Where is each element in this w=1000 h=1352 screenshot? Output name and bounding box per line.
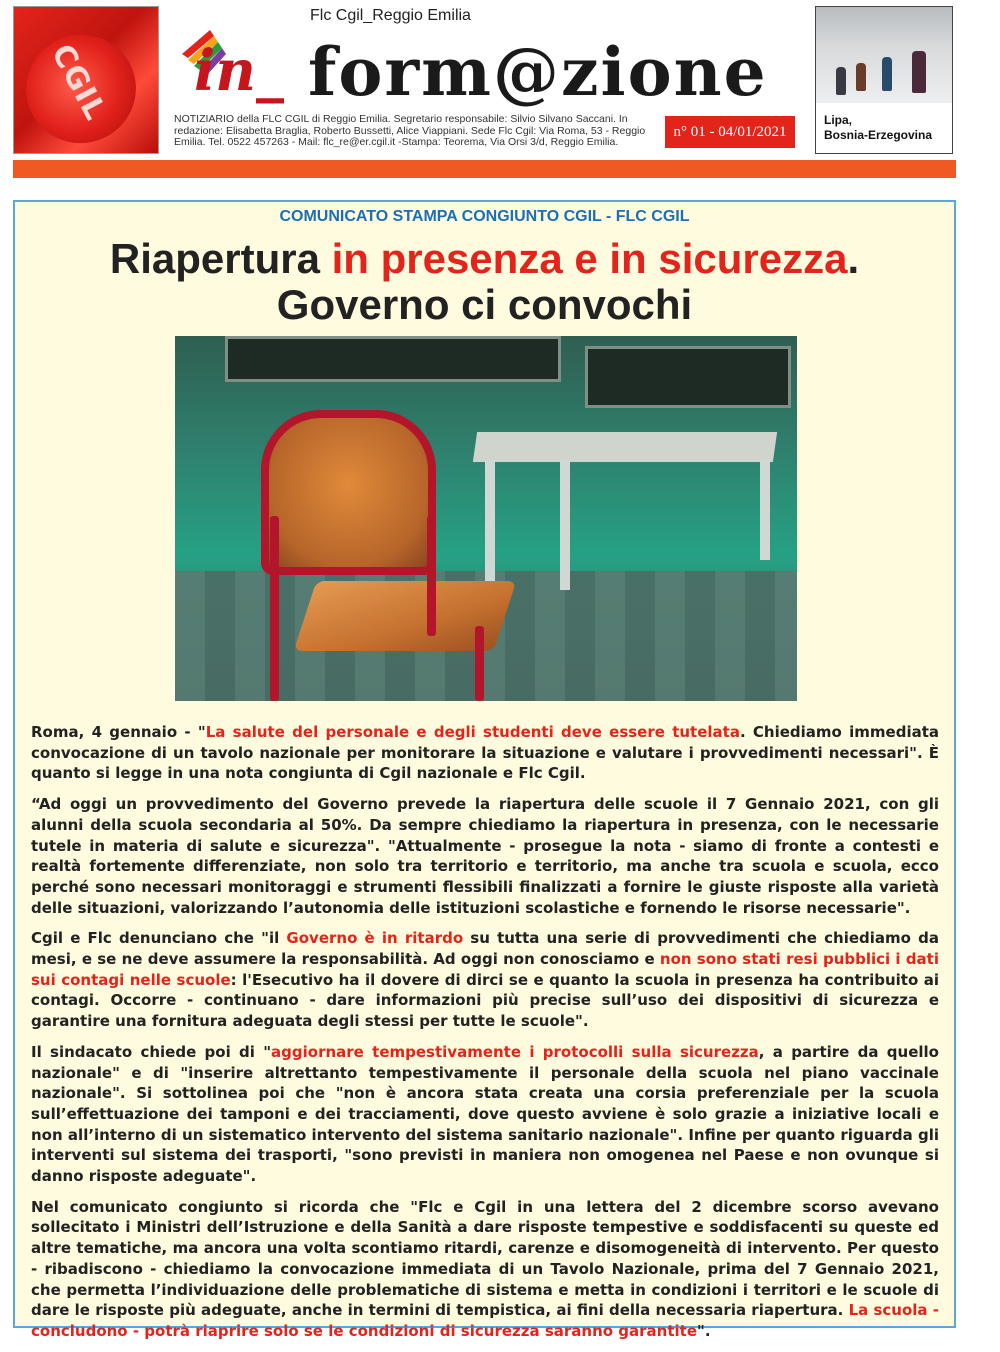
masthead — [180, 18, 810, 111]
p3-text-b: su tutta una serie di provvedimenti che chiediamo da mesi, e se ne deve assumere la responsabilità. Ad oggi non conosciamo e — [31, 929, 939, 969]
caption-line-1: Lipa, — [824, 113, 853, 127]
photo-caption — [816, 103, 952, 153]
notiziario-credits: NOTIZIARIO della FLC CGIL di Reggio Emilia. Segretario responsabile: Silvio Silvano Saccani. In redazione: Elisabetta Braglia, Roberto Bussetti, Alice Viappiani. Sede Flc Cgil: Via Roma, 53 - Reggio Emilia. Tel. 0522 457263 - Mail: flc_re@er.cgil.it -Stampa: Teorema, Via Orsi 3/d, Reggio Emilia. — [174, 113, 646, 148]
p5-text-a: Nel comunicato congiunto si ricorda che "Flc e Cgil in una lettera del 2 dicembre scorso avevano sollecitato i Ministri dell’Istruzione e della Sanità a dare risposte tempestive e soddisfacenti su queste ed altre tematiche, ma ancora una volta scontiamo ritardi, carenze e disomogeneità di intervento. Per questo - ribadiscono - chiediamo la convocazione immediata di un Tavolo Nazionale, prima del 7 Gennaio 2021, che permetta l’individuazione delle problematiche di sistema e metta in condizioni i territori e le scuole di dare le risposte più adeguate, anche in termini di tempistica, ai fini della necessaria riapertura. — [31, 1197, 939, 1320]
p1-highlight: La salute del personale e degli studenti deve essere tutelata — [205, 723, 740, 741]
p4-text-b: , a partire da quello nazionale" e di "inserire altrettanto tempestivamente il personale della scuola nel piano vaccinale nazionale". Si sottolinea poi che "non è ancora stata creata una corsia preferenziale per la scuola sull’effettuazione dei tamponi e dei tracciamenti, dove questo avviene è solo grazie a iniziative locali e non all’interno di un sistematico intervento del sistema sanitario nazionale". Infine per quanto riguarda gli interventi sul sistema dei trasporti, "sono previsti in maniera non omogenea nel Paese e non ovunque si danno risposte adeguate". — [31, 1042, 939, 1186]
desk-leg — [760, 460, 770, 560]
blackboard — [585, 346, 791, 408]
walking-figure — [912, 51, 926, 93]
p3-highlight-2: non sono stati resi pubblici i dati sui contagi nelle scuole — [31, 950, 939, 989]
blackboard — [225, 336, 561, 382]
desk-leg — [560, 460, 570, 590]
article-box — [13, 200, 956, 1340]
lipa-photo — [815, 6, 953, 154]
orange-divider — [13, 160, 956, 178]
paragraph-1 — [31, 722, 939, 784]
article-kicker: COMUNICATO STAMPA CONGIUNTO CGIL - FLC CGIL — [279, 208, 690, 225]
masthead-title: form@zione — [308, 33, 768, 111]
article-body — [31, 722, 939, 1352]
p1-text-b: . Chiediamo immediata convocazione di un tavolo nazionale per monitorare la situazione e valutare i provvedimenti necessari". È quanto si legge in una nota congiunta di Cgil nazionale e Flc Cgil. — [31, 723, 940, 783]
headline-line2: Governo ci convochi — [276, 281, 693, 328]
article-headline — [15, 236, 954, 328]
paragraph-2: “Ad oggi un provvedimento del Governo prevede la riapertura delle scuole il 7 Gennaio 2021, con gli alunni della scuola secondaria al 50%. Da sempre chiediamo la riapertura in presenza, con le necessarie tutele in materia di salute e sicurezza". "Attualmente - prosegue la nota - siamo di fronte a contesti e realtà fortemente differenziate, non solo tra territorio e territorio, ma anche tra scuola e scuola, ecco perché sono necessari monitoraggi e strumenti flessibili finalizzati a fornire le giuste risposte alla varietà delle situazioni, valorizzando l’autonomia delle istituzioni scolastiche e fornendo le risorse necessarie". — [31, 795, 939, 917]
masthead-subtitle: Flc Cgil_Reggio Emilia — [310, 7, 471, 24]
chair-leg — [475, 626, 484, 701]
p3-highlight-1: Governo è in ritardo — [286, 929, 464, 948]
walking-figure — [836, 67, 846, 95]
caption-line-2: Bosnia-Erzegovina — [824, 128, 933, 142]
classroom-photo — [175, 336, 797, 701]
p3-text-a: Cgil e Flc denunciano che "il — [31, 929, 287, 948]
issue-badge: n° 01 - 04/01/2021 — [665, 116, 795, 148]
headline-part2: . — [847, 235, 860, 282]
desk-leg — [485, 460, 495, 600]
paragraph-4 — [31, 1042, 939, 1187]
walking-figure — [856, 63, 866, 91]
p1-text-a: Roma, 4 gennaio - " — [31, 723, 206, 741]
p4-text-a: Il sindacato chiede poi di " — [31, 1042, 272, 1061]
chair-leg — [427, 516, 436, 636]
p3-text-c: : l'Esecutivo ha il dovere di dirci se e quanto la scuola in presenza ha contribuito ai contagi. Occorre - continuano - dare informazioni più precise sull’uso dei dispositivi di sicurezza e garantire una fornitura adeguata degli stessi per tutte le scuole". — [31, 970, 939, 1031]
chair-back — [261, 410, 436, 575]
p5-text-b: ". — [697, 1321, 711, 1340]
cgil-flag-logo — [13, 6, 159, 154]
walking-figure — [882, 57, 892, 91]
desk — [473, 432, 777, 462]
masthead-in: in_ — [194, 38, 284, 104]
chair-leg — [270, 516, 279, 701]
headline-part1: Riapertura — [109, 235, 332, 282]
headline-red: in presenza e in sicurezza — [331, 235, 848, 282]
p4-highlight: aggiornare tempestivamente i protocolli sulla sicurezza — [271, 1042, 759, 1061]
paragraph-5 — [31, 1197, 939, 1342]
logo-text: CGIL — [44, 38, 113, 127]
p5-highlight: La scuola - concludono - potrà riaprire solo se le condizioni di sicurezza saranno garantite — [31, 1301, 940, 1340]
paragraph-3 — [31, 928, 939, 1032]
